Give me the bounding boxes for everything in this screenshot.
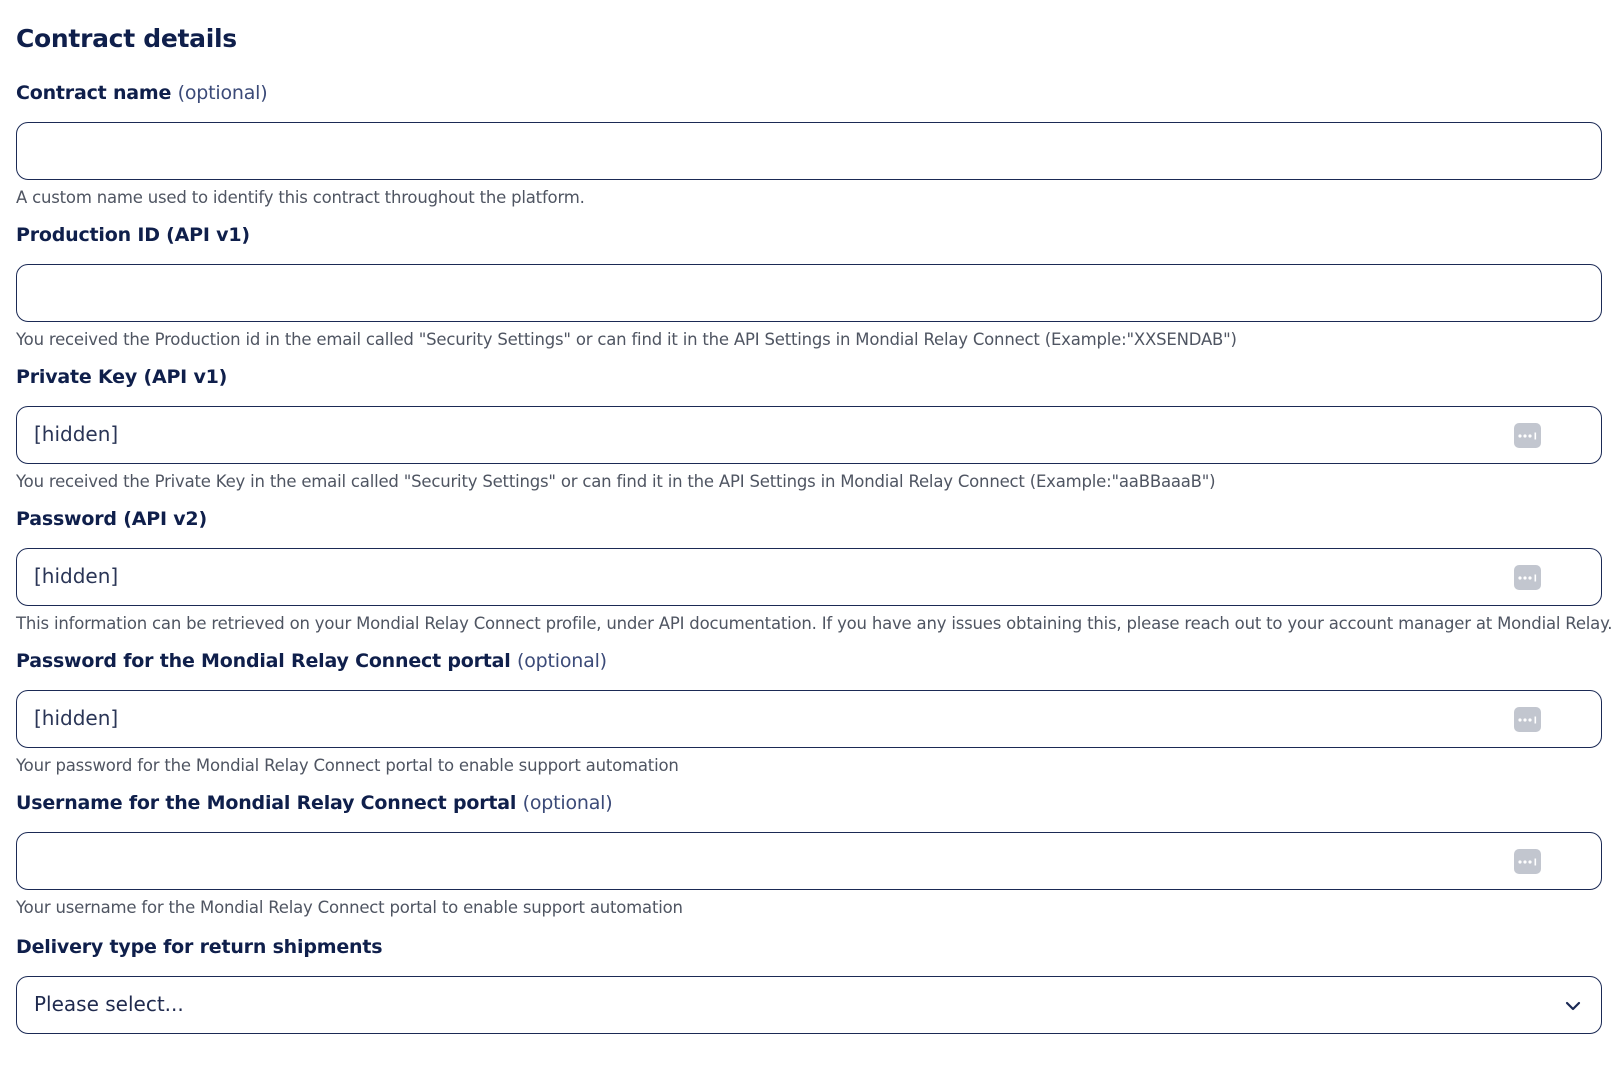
- delivery-type-select[interactable]: [16, 976, 1602, 1034]
- input-value: [hidden]: [34, 706, 119, 730]
- password-manager-icon[interactable]: [1514, 423, 1541, 448]
- password-api-v2-field: [16, 506, 1613, 633]
- delivery-type-field: [16, 934, 1602, 1016]
- private-key-input[interactable]: [16, 406, 1602, 464]
- password-manager-icon[interactable]: [1514, 565, 1541, 590]
- section-title: Contract details: [16, 24, 237, 53]
- production-id-input[interactable]: [16, 264, 1602, 322]
- portal-password-field: [16, 648, 1602, 775]
- portal-username-input[interactable]: [16, 832, 1602, 890]
- field-label: Password for the Mondial Relay Connect portal (optional): [16, 650, 607, 672]
- field-help-text: Your password for the Mondial Relay Connect portal to enable support automation: [16, 756, 679, 775]
- chevron-down-icon: [1563, 996, 1583, 1016]
- private-key-field: [16, 364, 1602, 491]
- field-help-text: This information can be retrieved on your Mondial Relay Connect profile, under API documentation. If you have any issues obtaining this, please reach out to your account manager at Mondial Relay.: [16, 614, 1613, 633]
- optional-tag: (optional): [522, 792, 613, 814]
- portal-username-field: [16, 790, 1602, 917]
- contract-name-field: [16, 80, 1602, 207]
- password-manager-icon[interactable]: [1514, 849, 1541, 874]
- optional-tag: (optional): [177, 82, 268, 104]
- field-label: Contract name (optional): [16, 82, 268, 104]
- field-help-text: A custom name used to identify this contract throughout the platform.: [16, 188, 585, 207]
- field-help-text: You received the Private Key in the email called "Security Settings" or can find it in the API Settings in Mondial Relay Connect (Example:"aaBBaaaB"): [16, 472, 1216, 491]
- select-value: Please select...: [34, 992, 184, 1016]
- production-id-field: [16, 222, 1602, 349]
- contract-name-input[interactable]: [16, 122, 1602, 180]
- field-label: Production ID (API v1): [16, 224, 250, 246]
- password-api-v2-input[interactable]: [16, 548, 1602, 606]
- field-label: Password (API v2): [16, 508, 207, 530]
- input-value: [hidden]: [34, 422, 119, 446]
- input-value: [hidden]: [34, 564, 119, 588]
- field-help-text: Your username for the Mondial Relay Connect portal to enable support automation: [16, 898, 683, 917]
- optional-tag: (optional): [517, 650, 607, 672]
- password-manager-icon[interactable]: [1514, 707, 1541, 732]
- field-label: Username for the Mondial Relay Connect portal (optional): [16, 792, 613, 814]
- portal-password-input[interactable]: [16, 690, 1602, 748]
- field-help-text: You received the Production id in the email called "Security Settings" or can find it in the API Settings in Mondial Relay Connect (Example:"XXSENDAB"): [16, 330, 1237, 349]
- field-label: Private Key (API v1): [16, 366, 228, 388]
- field-label: Delivery type for return shipments: [16, 936, 383, 958]
